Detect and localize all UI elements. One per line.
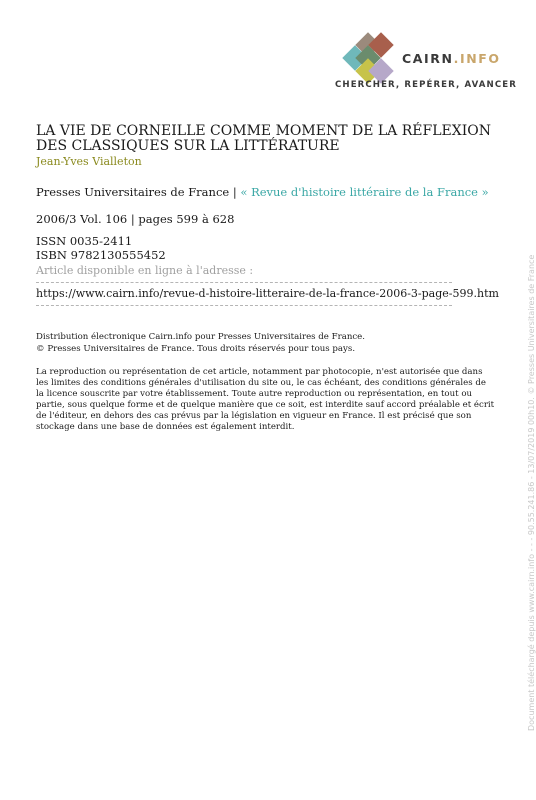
legal-notice: La reproduction ou représentation de cet article, notamment par photocopie, n'est autorisée que dans les limites des conditions générales d'utilisation du site ou, le cas échéant, des conditions générales de la licence souscrite par votre établissement. Toute autre reproduction ou représentation, en tout ou partie, sous quelque forme et de quelque manière que ce soit, est interdite sauf accord préalable et écrit de l'éditeur, en dehors des cas prévus par la législation en vigueur en France. Il est précisé que son stockage dans une base de données est également interdit.: [36, 367, 495, 432]
cairn-logo[interactable]: [335, 30, 517, 98]
isbn: ISBN 9782130555452: [36, 248, 166, 262]
logo-tagline: CHERCHER, REPÉRER, AVANCER: [335, 80, 517, 90]
issue-info: 2006/3 Vol. 106 | pages 599 à 628: [36, 212, 235, 226]
article-url-link[interactable]: https://www.cairn.info/revue-d-histoire-litteraire-de-la-france-2006-3-page-599.htm: [36, 287, 499, 300]
issn: ISSN 0035-2411: [36, 234, 133, 248]
availability-label: Article disponible en ligne à l'adresse :: [36, 264, 254, 277]
identifiers: [36, 234, 496, 262]
download-watermark: Document téléchargé depuis www.cairn.info - - - 90.55.241.86 - 13/07/2019 00h10. © Presses Universitaires de France: [527, 254, 536, 731]
logo-brand: [402, 51, 501, 66]
publisher-line: [36, 185, 496, 199]
publisher-name: Presses Universitaires de France: [36, 185, 230, 199]
journal-link[interactable]: « Revue d'histoire littéraire de la France »: [240, 185, 489, 199]
publisher-separator: |: [229, 185, 241, 199]
divider: [36, 305, 452, 306]
article-title: LA VIE DE CORNEILLE COMME MOMENT DE LA RÉFLEXION DES CLASSIQUES SUR LA LITTÉRATURE: [36, 123, 491, 154]
logo-brand-name: CAIRN: [402, 51, 454, 66]
logo-brand-suffix: .INFO: [453, 51, 501, 66]
distribution-line: Distribution électronique Cairn.info pour Presses Universitaires de France.: [36, 332, 365, 342]
article-author[interactable]: Jean-Yves Vialleton: [36, 155, 142, 168]
article-info: [36, 123, 499, 433]
distribution-notice: [36, 331, 496, 355]
copyright-line: © Presses Universitaires de France. Tous droits réservés pour tous pays.: [36, 344, 356, 354]
